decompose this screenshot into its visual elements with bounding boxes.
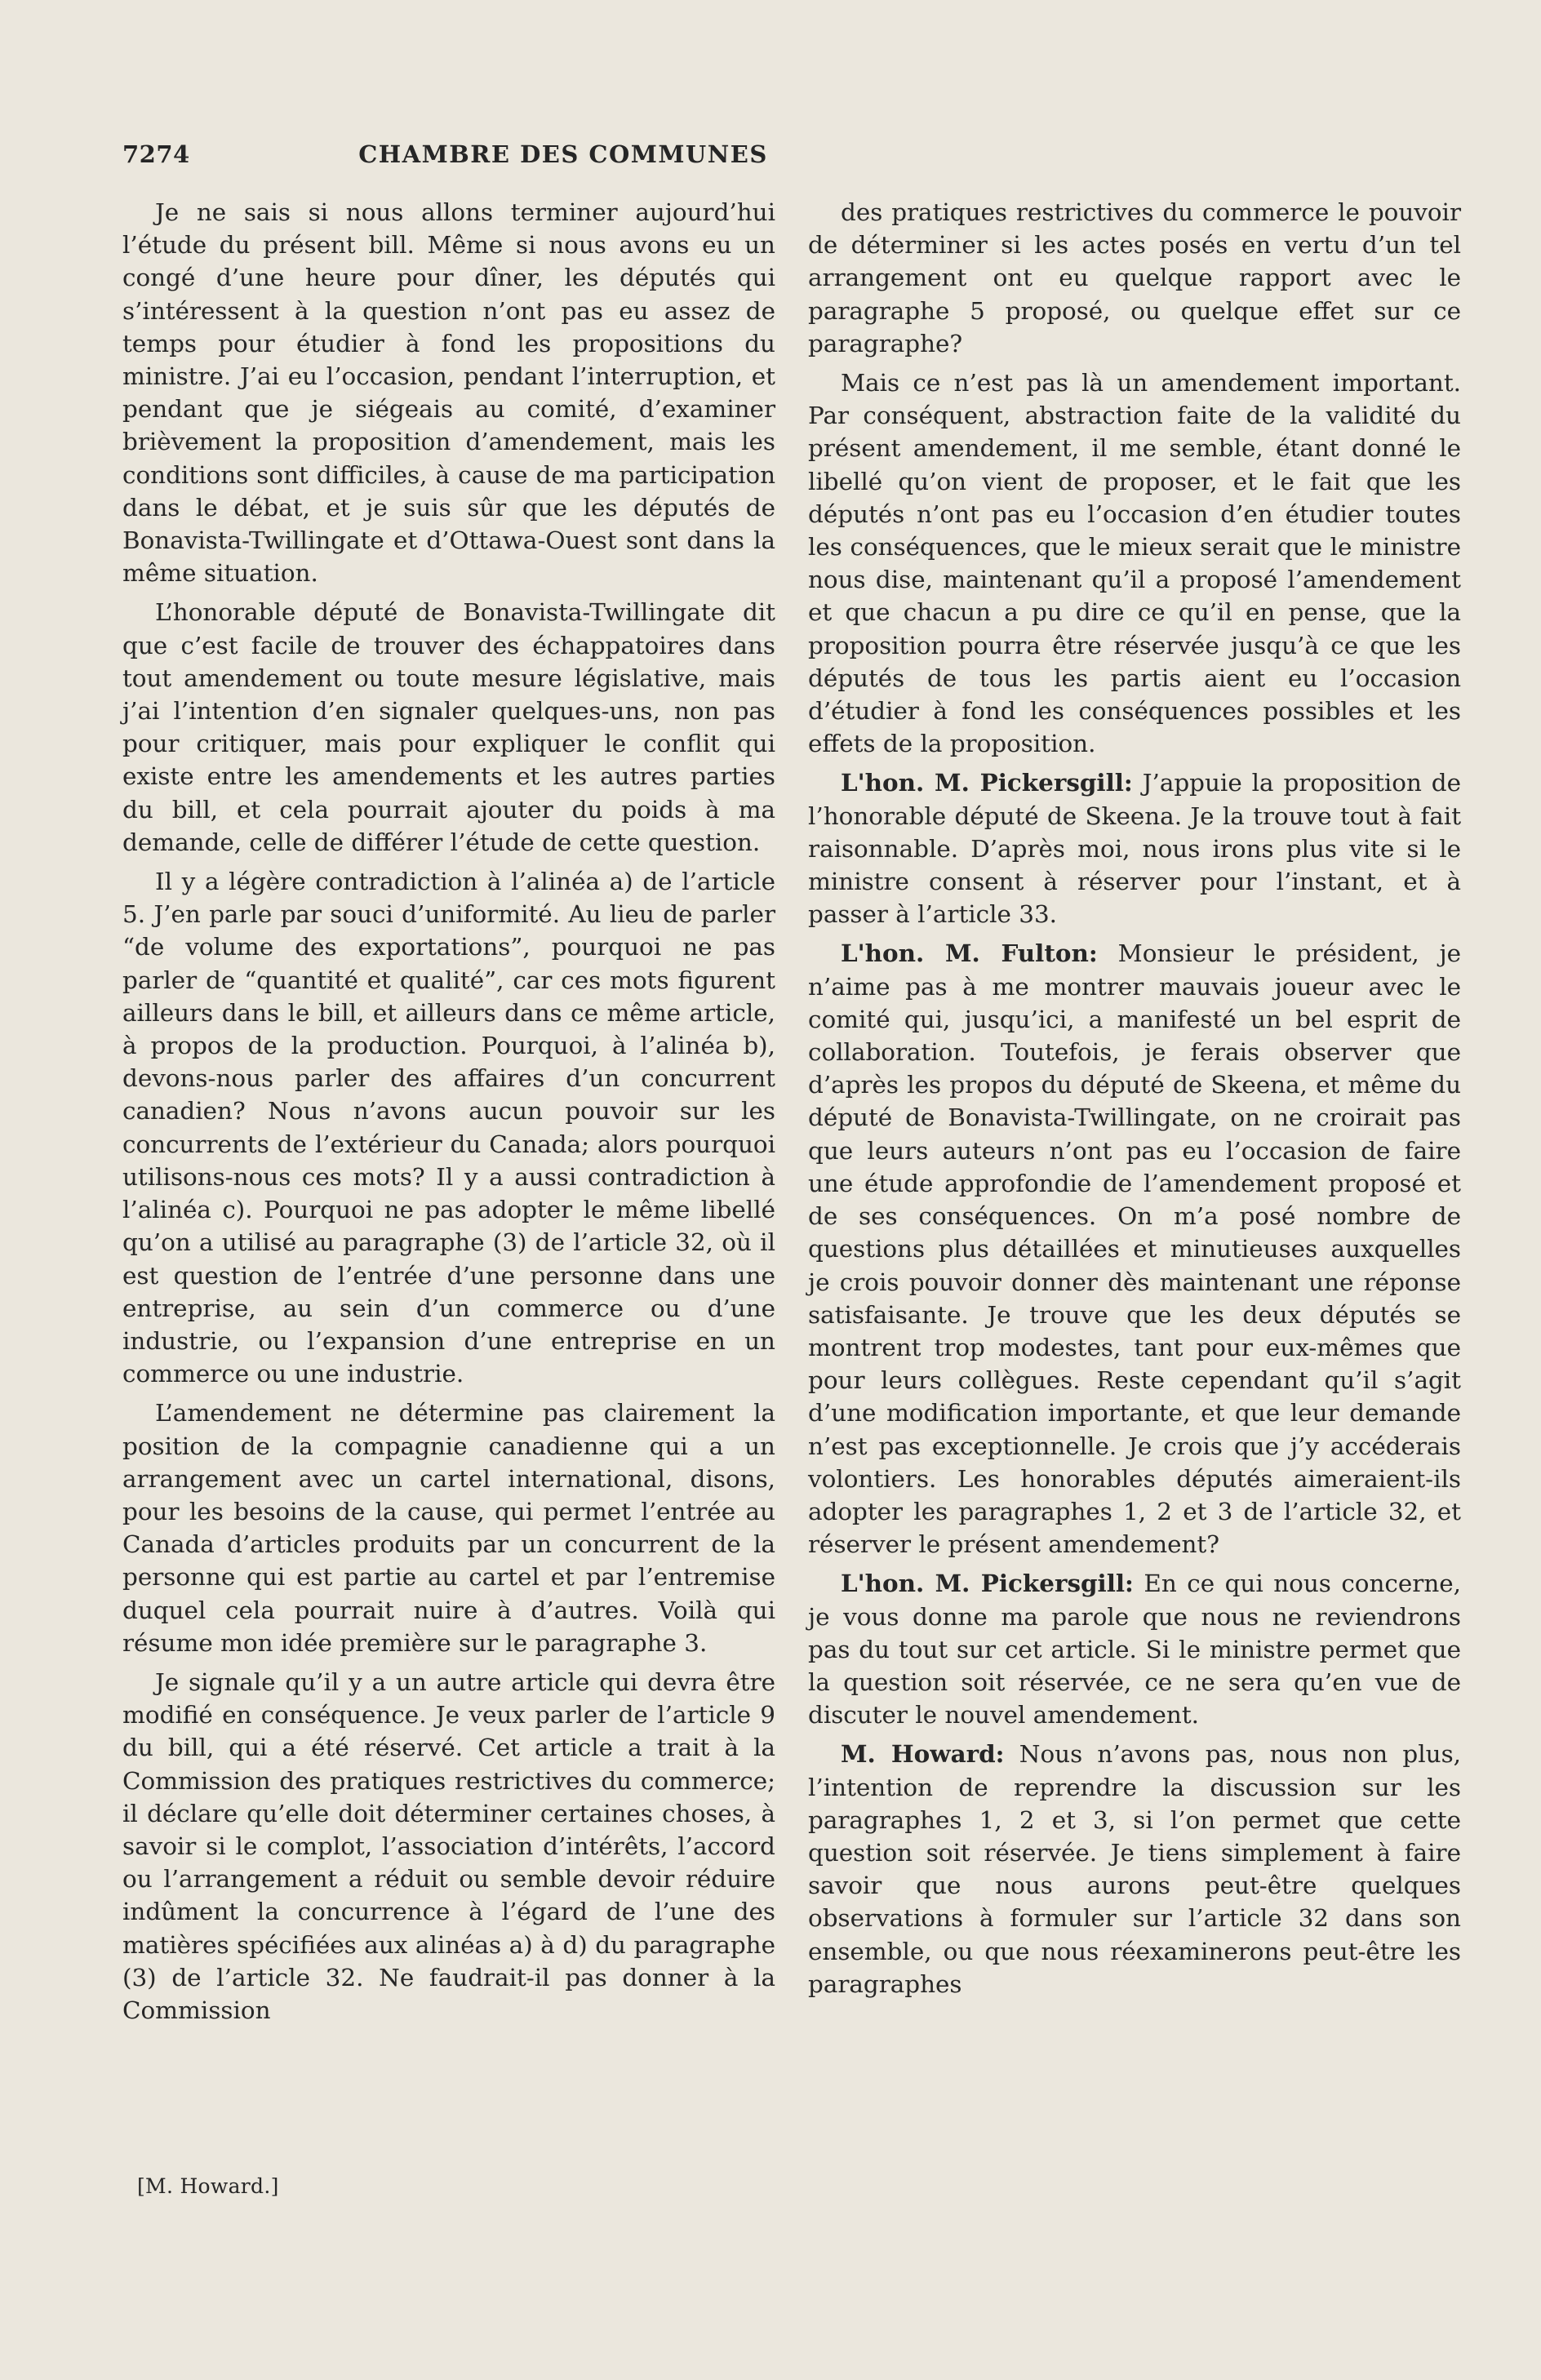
speech-paragraph [808,1567,1461,1731]
speech-text: J’appuie la proposition de l’honorable député de Skeena. Je la trouve tout à fait raisonnable. D’après moi, nous irons plus vite si le ministre consent à réserver pour l’instant, et à passer à l’article 33. [808,769,1461,929]
paragraph: Je ne sais si nous allons terminer aujourd’hui l’étude du présent bill. Même si nous avons eu un congé d’une heure pour dîner, les députés qui s’intéressent à la question n’ont pas eu assez de temps pour étudier à fond les propositions du ministre. J’ai eu l’occasion, pendant l’interruption, et pendant que je siégeais au comité, d’examiner brièvement la proposition d’amendement, mais les conditions sont difficiles, à cause de ma participation dans le débat, et je suis sûr que les députés de Bonavista-Twillingate et d’Ottawa-Ouest sont dans la même situation. [122,198,775,588]
speech-text: Nous n’avons pas, nous non plus, l’intention de reprendre la discussion sur les paragraphes 1, 2 et 3, si l’on permet que cette question soit réservée. Je tiens simplement à faire savoir que nous aurons peut-être quelques observations à formuler sur l’article 32 dans son ensemble, ou que nous réexaminerons peut-être les paragraphes [808,1740,1461,1998]
paragraph: L’honorable député de Bonavista-Twillingate dit que c’est facile de trouver des échappatoires dans tout amendement ou toute mesure législative, mais j’ai l’intention d’en signaler quelques-uns, non pas pour critiquer, mais pour expliquer le conflit qui existe entre les amendements et les autres parties du bill, et cela pourrait ajouter du poids à ma demande, celle de différer l’étude de cette question. [122,598,775,856]
speaker-footnote: [M. Howard.] [137,2174,279,2198]
paragraph: Il y a légère contradiction à l’alinéa a) de l’article 5. J’en parle par souci d’uniformité. Au lieu de parler “de volume des exportations”, pourquoi ne pas parler de “quantité et qualité”, car ces mots figurent ailleurs dans le bill, et ailleurs dans ce même article, à propos de la production. Pourquoi, à l’alinéa b), devons-nous parler des affaires d’un concurrent canadien? Nous n’avons aucun pouvoir sur les concurrents de l’extérieur du Canada; alors pourquoi utilisons-nous ces mots? Il y a aussi contradiction à l’alinéa c). Pourquoi ne pas adopter le même libellé qu’on a utilisé au paragraphe (3) de l’article 32, où il est question de l’entrée d’une personne dans une entreprise, au sein d’un commerce ou d’une industrie, ou l’expansion d’une entreprise en un commerce ou une industrie. [122,868,775,1388]
speech-text: En ce qui nous concerne, je vous donne ma parole que nous ne reviendrons pas du tout sur cet article. Si le ministre permet que la question soit réservée, ce ne sera qu’en vue de discuter le nouvel amendement. [808,1570,1461,1729]
paragraph: des pratiques restrictives du commerce le pouvoir de déterminer si les actes posés en vertu d’un tel arrangement ont eu quelque rapport avec le paragraphe 5 proposé, ou quelque effet sur ce paragraphe? [808,198,1461,357]
page-number: 7274 [122,140,190,168]
speech-paragraph [808,937,1461,1561]
left-column [122,196,775,2033]
speech-text: Monsieur le président, je n’aime pas à me montrer mauvais joueur avec le comité qui, jusqu’ici, a manifesté un bel esprit de collaboration. Toutefois, je ferais observer que d’après les propos du député de Skeena, et même du député de Bonavista-Twillingate, on ne croirait pas que leurs auteurs n’ont pas eu l’occasion de faire une étude approfondie de l’amendement proposé et de ses conséquences. On m’a posé nombre de questions plus détaillées et minutieuses auxquelles je crois pouvoir donner dès maintenant une réponse satisfaisante. Je trouve que les deux députés se montrent trop modestes, tant pour eux-mêmes que pour leurs collègues. Reste cependant qu’il s’agit d’une modification importante, et que leur demande n’est pas exceptionnelle. Je crois que j’y accéderais volontiers. Les honorables députés aimeraient-ils adopter les paragraphes 1, 2 et 3 de l’article 32, et réserver le présent amendement? [808,939,1462,1559]
speaker-name: L'hon. M. Pickersgill: [841,768,1133,797]
paragraph: Je signale qu’il y a un autre article qui devra être modifié en conséquence. Je veux parler de l’article 9 du bill, qui a été réservé. Cet article a trait à la Commission des pratiques restrictives du commerce; il déclare qu’elle doit déterminer certaines choses, à savoir si le complot, l’association d’intérêts, l’accord ou l’arrangement a réduit ou semble devoir réduire indûment la concurrence à l’égard de l’une des matières spécifiées aux alinéas a) à d) du paragraphe (3) de l’article 32. Ne faudrait-il pas donner à la Commission [122,1667,775,2024]
speaker-name: M. Howard: [841,1739,1005,1769]
right-column [808,196,1461,2007]
page-header [122,140,1461,176]
speech-paragraph [808,1738,1461,2000]
speaker-name: L'hon. M. Pickersgill: [841,1569,1134,1598]
speech-paragraph [808,766,1461,930]
speaker-name: L'hon. M. Fulton: [841,939,1098,968]
running-head: CHAMBRE DES COMMUNES [358,140,768,168]
paragraph: L’amendement ne détermine pas clairement la position de la compagnie canadienne qui a un arrangement avec un cartel international, disons, pour les besoins de la cause, qui permet l’entrée au Canada d’articles produits par un concurrent de la personne qui est partie au cartel et par l’entremise duquel cela pourrait nuire à d’autres. Voilà qui résume mon idée première sur le paragraphe 3. [122,1399,775,1657]
paragraph: Mais ce n’est pas là un amendement important. Par conséquent, abstraction faite de la validité du présent amendement, il me semble, étant donné le libellé qu’on vient de proposer, et le fait que les députés n’ont pas eu l’occasion d’en étudier toutes les conséquences, que le mieux serait que le ministre nous dise, maintenant qu’il a proposé l’amendement et que chacun a pu dire ce qu’il en pense, que la proposition pourra être réservée jusqu’à ce que les députés de tous les partis aient eu l’occasion d’étudier à fond les conséquences possibles et les effets de la proposition. [808,369,1461,758]
